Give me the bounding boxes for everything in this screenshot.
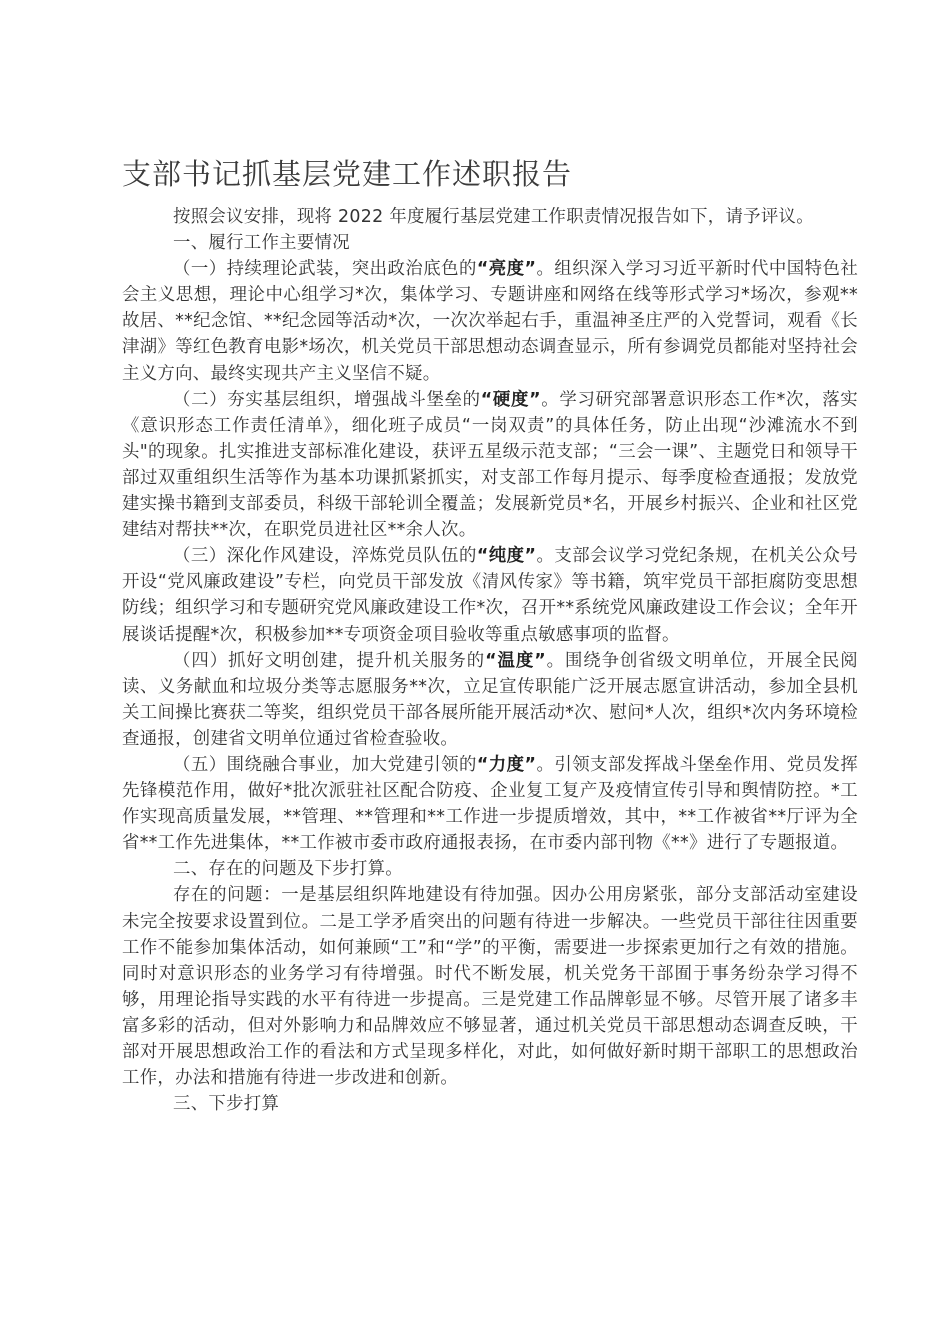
paragraph-6: 存在的问题：一是基层组织阵地建设有待加强。因办公用房紧张，部分支部活动室建设未完全按要求设置到位。二是工学矛盾突出的问题有待进一步解决。一些党员干部往往因重要工作不能参加集体活动，如何兼顾“工”和“学”的平衡，需要进一步探索更加行之有效的措施。同时对意识形态的业务学习有待增强。时代不断发展，机关党务干部囿于事务纷杂学习得不够，用理论指导实践的水平有待进一步提高。三是党建工作品牌彰显不够。尽管开展了诸多丰富多彩的活动，但对外影响力和品牌效应不够显著，通过机关党员干部思想动态调查反映，干部对开展思想政治工作的看法和方式呈现多样化，对此，如何做好新时期干部职工的思想政治工作，办法和措施有待进一步改进和创新。 — [122, 885, 858, 1089]
paragraph-3-keyword: “纯度” — [476, 546, 537, 567]
section-heading-2: 二、存在的问题及下步打算。 — [173, 859, 403, 880]
paragraph-4-lead: （四）抓好文明创建，提升机关服务的 — [173, 650, 486, 671]
paragraph-5 — [122, 752, 858, 856]
paragraph-3 — [122, 543, 858, 647]
paragraph-5-keyword: “力度” — [476, 754, 537, 775]
paragraph-3-lead: （三）深化作风建设，淬炼党员队伍的 — [173, 546, 477, 567]
paragraph-1-keyword: “亮度” — [476, 259, 537, 280]
paragraph-4-keyword: “温度” — [485, 650, 546, 671]
paragraph-2-lead: （二）夯实基层组织，增强战斗堡垒的 — [173, 389, 481, 410]
intro-paragraph: 按照会议安排，现将 2022 年度履行基层党建工作职责情况报告如下，请予评议。 — [173, 207, 814, 227]
paragraph-1-lead: （一）持续理论武装，突出政治底色的 — [173, 259, 477, 280]
paragraph-4-rest: 。围绕争创省级文明单位，开展全民阅读、义务献血和垃圾分类等志愿服务**次，立足宣传职能广泛开展志愿宣讲活动，参加全县机关工间操比赛获二等奖，组织党员干部各展所能开展活动*次、慰问*人次，组织*次内务环境检查通报，创建省文明单位通过省检查验收。 — [122, 650, 858, 749]
section-heading-1: 一、履行工作主要情况 — [173, 233, 350, 254]
paragraph-1 — [122, 256, 858, 386]
paragraph-1-rest: 。组织深入学习习近平新时代中国特色社会主义思想，理论中心组学习*次，集体学习、专题讲座和网络在线等形式学习*场次，参观**故居、**纪念馆、**纪念园等活动*次，一次次举起右手，重温神圣庄严的入党誓词，观看《长津湖》等红色教育电影*场次，机关党员干部思想动态调查显示，所有参调党员都能对坚持社会主义方向、最终实现共产主义坚信不疑。 — [122, 259, 859, 384]
paragraph-5-lead: （五）围绕融合事业，加大党建引领的 — [173, 754, 477, 775]
paragraph-2-rest: 。学习研究部署意识形态工作*次，落实《意识形态工作责任清单》，细化班子成员“一岗双责”的具体任务，防止出现“沙滩流水不到头"的现象。扎实推进支部标准化建设，获评五星级示范支部；“三会一课”、主题党日和领导干部过双重组织生活等作为基本功课抓紧抓实，对支部工作每月提示、每季度检查通报；发放党建实操书籍到支部委员，科级干部轮训全覆盖；发展新党员*名，开展乡村振兴、企业和社区党建结对帮扶**次，在职党员进社区**余人次。 — [122, 389, 858, 541]
paragraph-5-rest: 。引领支部发挥战斗堡垒作用、党员发挥先锋模范作用，做好*批次派驻社区配合防疫、企业复工复产及疫情宣传引导和舆情防控。*工作实现高质量发展，**管理、**管理和**工作进一步提质增效，其中，**工作被省**厅评为全省**工作先进集体，**工作被市委市政府通报表扬，在市委内部刊物《**》进行了专题报道。 — [122, 754, 859, 854]
section-heading-3: 三、下步打算 — [173, 1094, 280, 1115]
paragraph-4 — [122, 648, 858, 752]
paragraph-2 — [122, 387, 858, 544]
document-title: 支部书记抓基层党建工作述职报告 — [122, 157, 573, 191]
paragraph-2-keyword: “硬度” — [480, 389, 541, 410]
paragraph-3-rest: 。支部会议学习党纪条规，在机关公众号开设“党风廉政建设”专栏，向党员干部发放《清风传家》等书籍，筑牢党员干部拒腐防变思想防线；组织学习和专题研究党风廉政建设工作*次，召开**系统党风廉政建设工作会议；全年开展谈话提醒*次，积极参加**专项资金项目验收等重点敏感事项的监督。 — [122, 546, 859, 645]
document-body — [122, 204, 858, 1117]
